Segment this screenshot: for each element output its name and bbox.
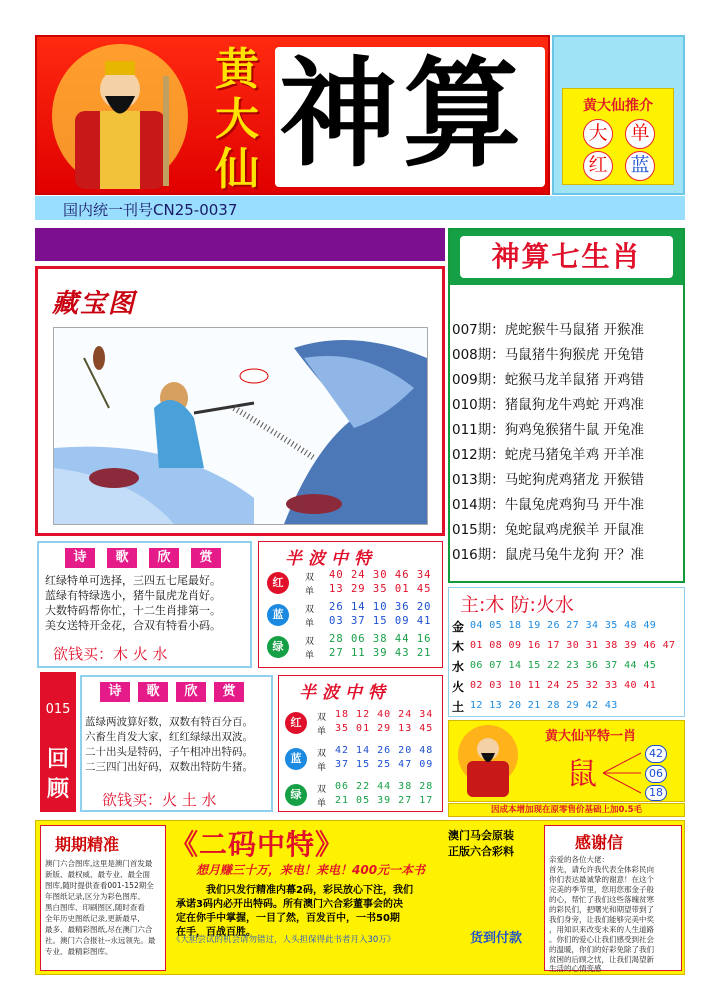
- buy-hint: 欲钱买：火 土 水: [102, 791, 217, 809]
- poem-line: 蓝绿两波算好数，双数有特百分百。: [85, 716, 253, 728]
- pingte-title: 黄大仙平特一肖: [545, 729, 637, 744]
- half-wave-panel-1: [258, 541, 443, 668]
- name-char: 大: [215, 94, 259, 145]
- single-label: 单: [317, 799, 327, 809]
- five-elements-head: 主:木 防:火水: [460, 594, 574, 616]
- zodiac-row: 013期：马蛇狗虎鸡猪龙 开猴错: [452, 472, 645, 488]
- treasure-illustration: [53, 327, 428, 525]
- arrow-lines: [603, 745, 643, 801]
- wave-badge-green: 绿: [267, 636, 289, 658]
- buy-hint: 欲钱买：木 火 水: [53, 645, 168, 663]
- zodiac-row: 011期：狗鸡兔猴猪牛鼠 开兔准: [452, 422, 645, 438]
- single-label: 单: [317, 727, 327, 737]
- pingte-note: 因成本增加现在原零售价基础上加0.5毛: [448, 803, 685, 817]
- accuracy-line: 全年历史图纸记录,更新最早,: [45, 914, 140, 923]
- thanks-line: 我们身旁，让我们能够完美中奖: [549, 915, 654, 924]
- pay-badge: 货到付款: [470, 931, 523, 946]
- slogan: 想月赚三十万，来电！来电！400元一本书: [196, 863, 426, 877]
- wave-numbers: 21 05 39 27 17: [335, 795, 434, 806]
- poem-head-char: 赏: [214, 682, 244, 702]
- wave-numbers: 40 24 30 46 34: [329, 569, 432, 581]
- single-label: 单: [317, 763, 327, 773]
- wave-numbers: 35 01 29 13 45: [335, 723, 434, 734]
- double-label: 双: [305, 605, 315, 615]
- wave-badge-blue: 蓝: [267, 604, 289, 626]
- recommend-box: [562, 88, 674, 185]
- poem-head-char: 欣: [149, 548, 179, 568]
- wave-badge-red: 红: [285, 712, 307, 734]
- poem-head-char: 赏: [191, 548, 221, 568]
- issn-text: 国内统一刊号CN25-0037: [63, 201, 238, 219]
- poem-head-char: 歌: [138, 682, 168, 702]
- half-wave-panel-2: [278, 675, 443, 812]
- poem-panel-1: [37, 541, 252, 668]
- accuracy-title: 期期精准: [55, 835, 120, 854]
- recommend-char: 单: [625, 119, 655, 149]
- thanks-title: 感谢信: [575, 833, 624, 852]
- element-numbers: 02 03 10 11 24 25 32 33 40 41: [470, 680, 657, 691]
- review-label: 顾: [46, 777, 69, 802]
- zodiac-row: 007期：虎蛇猴牛马鼠猪 开猴准: [452, 322, 645, 338]
- poem-line: 二三四门出好码，双数出特防牛猪。: [85, 761, 253, 773]
- single-label: 单: [305, 651, 315, 661]
- wave-badge-green: 绿: [285, 784, 307, 806]
- double-label: 双: [317, 785, 327, 795]
- wave-numbers: 37 15 25 47 09: [335, 759, 434, 770]
- pingte-animal: 鼠: [567, 757, 597, 792]
- recommend-title: 黄大仙推介: [583, 98, 653, 114]
- wave-numbers: 27 11 39 43 21: [329, 647, 432, 659]
- recommend-char: 红: [583, 151, 613, 181]
- thanks-line: 生活的心情变感: [549, 964, 602, 973]
- masthead: [35, 35, 550, 195]
- zodiac-row: 009期：蛇猴马龙羊鼠猪 开鸡错: [452, 372, 645, 388]
- poem-line: 大数特码帮你忙，十二生肖排第一。: [45, 604, 221, 617]
- element-key: 土: [452, 700, 465, 714]
- poem-line: 红绿特单可选择，三四五七尾最好。: [45, 574, 221, 587]
- double-label: 双: [317, 713, 327, 723]
- element-key: 木: [452, 640, 465, 654]
- poem-line: 二十出头是特码，子午相冲出特码。: [85, 746, 253, 758]
- accuracy-line: 澳门六合图库,这里是澳门首发最: [45, 859, 153, 868]
- review-issue: 015: [45, 702, 71, 717]
- pingte-number: 06: [645, 765, 667, 783]
- wave-numbers: 28 06 38 44 16: [329, 633, 432, 645]
- thanks-line: 完美的季节里，您用您那金子般: [549, 885, 654, 894]
- accuracy-line: 图库,随时提供查看001-152期全: [45, 881, 154, 890]
- wave-numbers: 18 12 40 24 34: [335, 709, 434, 720]
- element-numbers: 04 05 18 19 26 27 34 35 48 49: [470, 620, 657, 631]
- body-line: 我们只发行精准内幕2码，彩民放心下注，我们: [206, 885, 413, 896]
- review-tag: [40, 672, 76, 812]
- zodiac-row: 015期：兔蛇鼠鸡虎猴羊 开鼠准: [452, 522, 645, 538]
- accuracy-line: 社。澳门六合报社--永远领先。最: [45, 936, 156, 945]
- thanks-line: 的彩民们，把曙光和期望带到了: [549, 905, 654, 914]
- zodiac-row: 016期：鼠虎马兔牛龙狗 开？准: [452, 547, 645, 563]
- poem-panel-2: [80, 675, 273, 812]
- accuracy-line: 最多、最精彩图纸,尽在澳门六合: [45, 925, 153, 934]
- wave-numbers: 26 14 10 36 20: [329, 601, 432, 613]
- issn-bar: [35, 196, 685, 220]
- element-numbers: 06 07 14 15 22 23 36 37 44 45: [470, 660, 657, 671]
- thanks-box: [544, 825, 682, 971]
- zodiac-row: 014期：牛鼠兔虎鸡狗马 开牛准: [452, 497, 645, 513]
- review-label: 回: [46, 747, 69, 772]
- double-label: 双: [305, 637, 315, 647]
- deity-figure-image: [45, 41, 195, 191]
- body-line: 定在你手中掌握，一目了然，百发百中，一书50期: [176, 913, 400, 924]
- thanks-line: 的温暖，你们的好彩免除了我们: [549, 945, 654, 954]
- masthead-title: 神算: [279, 45, 528, 183]
- accuracy-line: 专业、最精彩图库。: [45, 947, 113, 956]
- element-numbers: 12 13 20 21 28 29 42 43: [470, 700, 618, 711]
- accuracy-line: 年图纸记录,区分为彩色图库、: [45, 892, 145, 901]
- wave-numbers: 13 29 35 01 45: [329, 583, 432, 595]
- poem-head-char: 歌: [107, 548, 137, 568]
- thanks-line: 亲爱的各位大佬：: [549, 855, 609, 864]
- center-title: 《二码中特》: [170, 828, 345, 861]
- poem-head-char: 诗: [100, 682, 130, 702]
- thanks-line: 你们表达最诚挚的谢意！在这个: [549, 875, 654, 884]
- name-char: 黄: [215, 44, 259, 95]
- element-key: 金: [452, 620, 465, 634]
- wave-numbers: 03 37 15 09 41: [329, 615, 432, 627]
- recommend-char: 大: [583, 119, 613, 149]
- treasure-title: 藏宝图: [52, 289, 137, 319]
- wave-badge-red: 红: [267, 572, 289, 594]
- footnote: 《大胆尝试的机会请勿错过，人头担保得此书者月入30万》: [172, 935, 396, 945]
- poem-line: 美女送特开金花，合双有特看小码。: [45, 619, 221, 632]
- pingte-panel: [448, 720, 685, 802]
- zodiac-row: 010期：猪鼠狗龙牛鸡蛇 开鸡准: [452, 397, 645, 413]
- accuracy-line: 新版、最权威、最专业、最全面: [45, 870, 150, 879]
- body-line: 在手，百战百胜。: [176, 927, 256, 938]
- zodiac-row: 012期：蛇虎马猪兔羊鸡 开羊准: [452, 447, 645, 463]
- half-wave-title: 半波中特: [299, 683, 391, 703]
- purple-banner: [35, 228, 445, 261]
- poem-head-char: 诗: [65, 548, 95, 568]
- thanks-line: 的心，帮忙了我们这些落魄贫寒: [549, 895, 654, 904]
- wave-numbers: 42 14 26 20 48: [335, 745, 434, 756]
- double-label: 双: [317, 749, 327, 759]
- thanks-line: 首先，请允许我代表全体彩民向: [549, 865, 654, 874]
- deity-name: [215, 45, 265, 195]
- treasure-map-panel: [35, 266, 445, 536]
- recommend-char: 蓝: [625, 151, 655, 181]
- element-numbers: 01 08 09 16 17 30 31 38 39 46 47: [470, 640, 676, 651]
- name-char: 仙: [215, 144, 259, 195]
- thanks-line: 贫困的后顾之忧，让我们渴望新: [549, 955, 654, 964]
- half-wave-title: 半波中特: [285, 549, 377, 569]
- body-line: 承诺3码内必开出特码。所有澳门六合彩董事会的决: [176, 899, 403, 910]
- thanks-line: ，用知识来改变未来的人生道路: [549, 925, 654, 934]
- bottom-panel: [35, 820, 685, 975]
- center-side: 澳门马会原装: [448, 829, 514, 842]
- element-key: 水: [452, 660, 465, 674]
- double-label: 双: [305, 573, 315, 583]
- single-label: 单: [305, 587, 315, 597]
- zodiac-row: 008期：马鼠猪牛狗猴虎 开兔错: [452, 347, 645, 363]
- poem-line: 蓝绿有特绿选小，猪牛鼠虎龙肖好。: [45, 589, 221, 602]
- wave-badge-blue: 蓝: [285, 748, 307, 770]
- thanks-line: 。你们的爱心让我们感受到社会: [549, 935, 654, 944]
- single-label: 单: [305, 619, 315, 629]
- accuracy-line: 黑白图库、印刷图区,随时查看: [45, 903, 145, 912]
- wave-numbers: 06 22 44 38 28: [335, 781, 434, 792]
- poem-head-char: 欣: [176, 682, 206, 702]
- poem-line: 六畜生肖发大家，红红绿绿出双波。: [85, 731, 253, 743]
- accuracy-box: [40, 825, 166, 971]
- pingte-number: 42: [645, 745, 667, 763]
- pingte-number: 18: [645, 785, 667, 801]
- zodiac-title: 神算七生肖: [460, 236, 673, 278]
- center-side: 正版六合彩料: [448, 845, 514, 858]
- deity-thumbnail-image: [453, 725, 523, 799]
- element-key: 火: [452, 680, 465, 694]
